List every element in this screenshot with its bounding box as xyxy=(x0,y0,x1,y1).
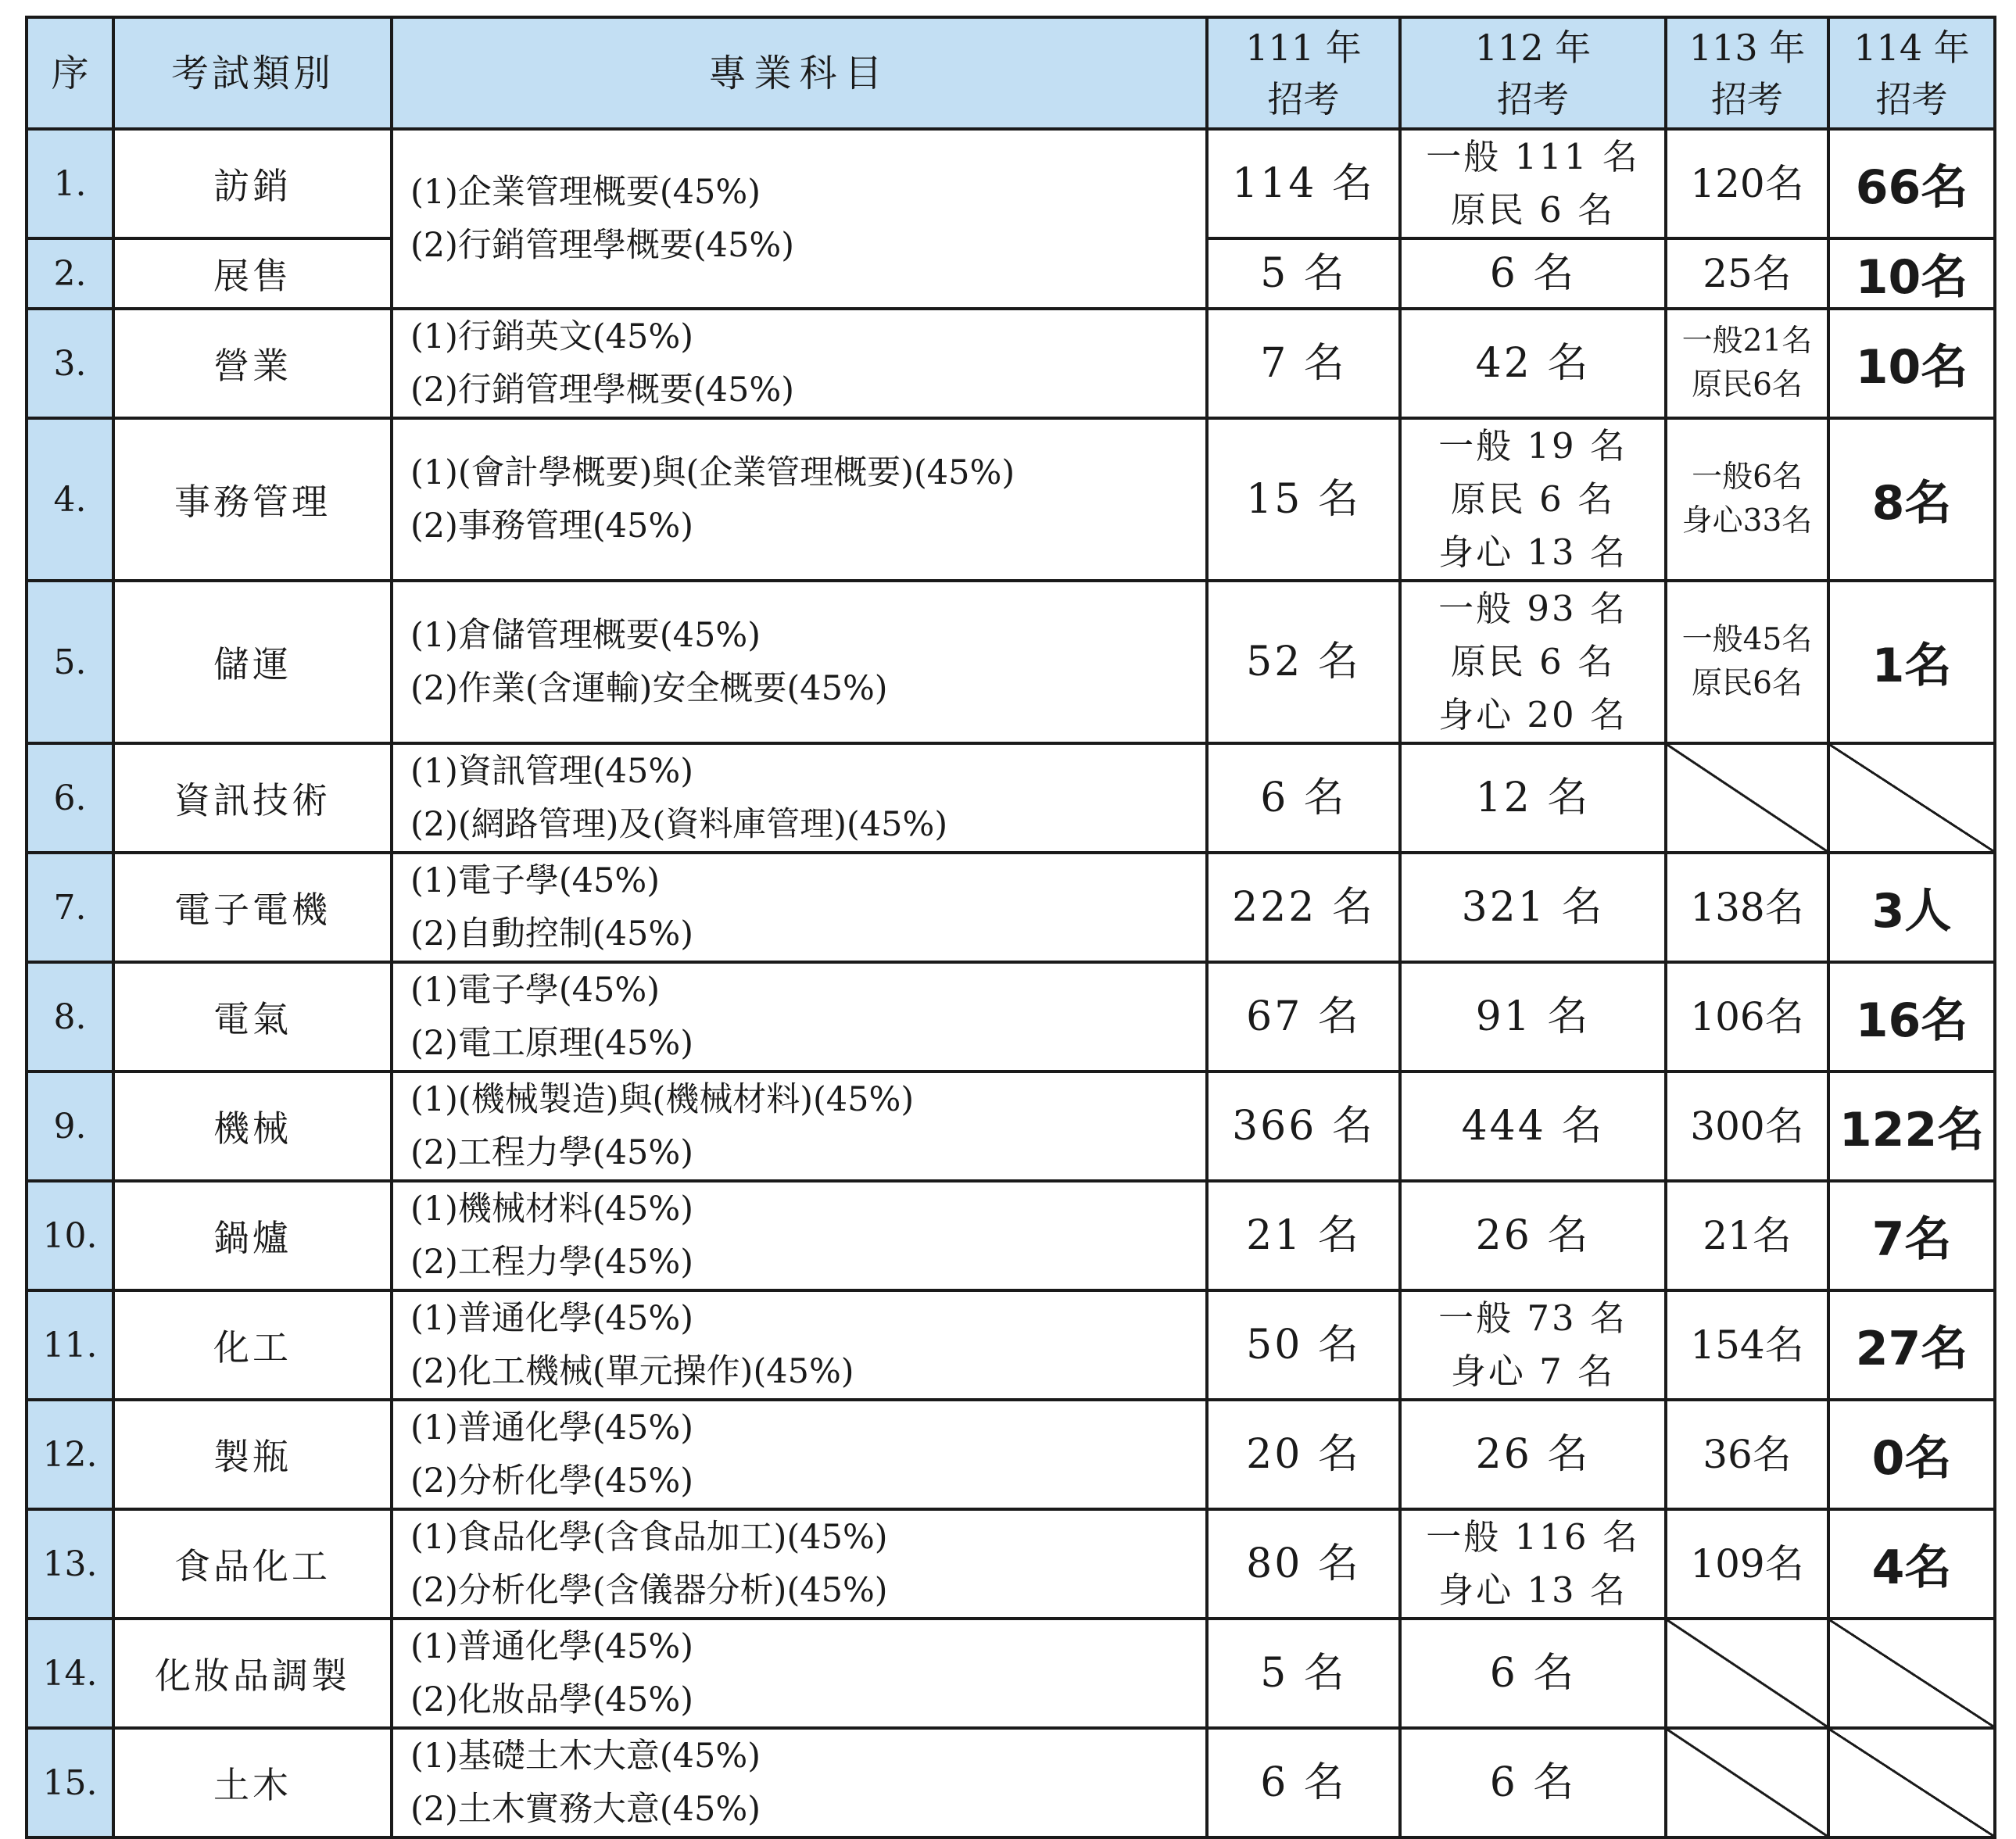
seq-cell: 1. xyxy=(27,129,113,238)
table-row xyxy=(27,853,1995,962)
subjects-cell: (1)電子學(45%) (2)自動控制(45%) xyxy=(392,853,1207,962)
count-113-cell: 120名 xyxy=(1666,129,1828,238)
count-112-cell: 一般 19 名 原民 6 名 身心 13 名 xyxy=(1400,418,1666,581)
count-112-cell: 6 名 xyxy=(1400,238,1666,309)
header-year-113: 113 年 招考 xyxy=(1666,17,1828,129)
category-cell: 展售 xyxy=(113,238,392,309)
category-cell: 營業 xyxy=(113,309,392,418)
category-cell: 電氣 xyxy=(113,962,392,1072)
subjects-cell: (1)基礎土木大意(45%) (2)土木實務大意(45%) xyxy=(392,1728,1207,1837)
subjects-cell: (1)電子學(45%) (2)電工原理(45%) xyxy=(392,962,1207,1072)
category-cell: 機械 xyxy=(113,1072,392,1181)
count-112-cell: 321 名 xyxy=(1400,853,1666,962)
count-114-cell: 10名 xyxy=(1828,309,1995,418)
category-cell: 食品化工 xyxy=(113,1509,392,1619)
empty-diagonal-cell xyxy=(1828,1619,1995,1728)
count-111-cell: 20 名 xyxy=(1207,1400,1400,1509)
table-row xyxy=(27,1290,1995,1400)
count-113-cell: 154名 xyxy=(1666,1290,1828,1400)
count-111-cell: 6 名 xyxy=(1207,1728,1400,1837)
table-row xyxy=(27,962,1995,1072)
empty-diagonal-cell xyxy=(1828,1728,1995,1837)
seq-cell: 3. xyxy=(27,309,113,418)
count-113-cell: 21名 xyxy=(1666,1181,1828,1290)
count-112-cell: 一般 116 名 身心 13 名 xyxy=(1400,1509,1666,1619)
subjects-cell: (1)普通化學(45%) (2)分析化學(45%) xyxy=(392,1400,1207,1509)
count-113-cell: 106名 xyxy=(1666,962,1828,1072)
count-113-cell: 36名 xyxy=(1666,1400,1828,1509)
count-112-cell: 6 名 xyxy=(1400,1619,1666,1728)
count-113-cell: 一般45名 原民6名 xyxy=(1666,581,1828,743)
table-row xyxy=(27,1619,1995,1728)
table-row xyxy=(27,309,1995,418)
count-111-cell: 114 名 xyxy=(1207,129,1400,238)
count-112-cell: 一般 111 名 原民 6 名 xyxy=(1400,129,1666,238)
category-cell: 鍋爐 xyxy=(113,1181,392,1290)
count-114-cell: 8名 xyxy=(1828,418,1995,581)
count-112-cell: 26 名 xyxy=(1400,1181,1666,1290)
category-cell: 事務管理 xyxy=(113,418,392,581)
count-113-cell: 300名 xyxy=(1666,1072,1828,1181)
subjects-cell: (1)資訊管理(45%) (2)(網路管理)及(資料庫管理)(45%) xyxy=(392,743,1207,853)
category-cell: 化妝品調製 xyxy=(113,1619,392,1728)
header-year-114: 114 年 招考 xyxy=(1828,17,1995,129)
table-row xyxy=(27,418,1995,581)
header-year-112: 112 年 招考 xyxy=(1400,17,1666,129)
count-114-cell: 7名 xyxy=(1828,1181,1995,1290)
table-row xyxy=(27,743,1995,853)
category-cell: 電子電機 xyxy=(113,853,392,962)
count-112-cell: 444 名 xyxy=(1400,1072,1666,1181)
empty-diagonal-cell xyxy=(1666,1619,1828,1728)
count-113-cell: 138名 xyxy=(1666,853,1828,962)
table-row xyxy=(27,1728,1995,1837)
count-111-cell: 67 名 xyxy=(1207,962,1400,1072)
seq-cell: 4. xyxy=(27,418,113,581)
count-114-cell: 10名 xyxy=(1828,238,1995,309)
table-row xyxy=(27,129,1995,238)
subjects-cell: (1)行銷英文(45%) (2)行銷管理學概要(45%) xyxy=(392,309,1207,418)
table-row xyxy=(27,1072,1995,1181)
table-row xyxy=(27,1181,1995,1290)
subjects-cell: (1)食品化學(含食品加工)(45%) (2)分析化學(含儀器分析)(45%) xyxy=(392,1509,1207,1619)
seq-cell: 13. xyxy=(27,1509,113,1619)
seq-cell: 8. xyxy=(27,962,113,1072)
category-cell: 土木 xyxy=(113,1728,392,1837)
header-subjects: 專業科目 xyxy=(392,17,1207,129)
count-113-cell: 109名 xyxy=(1666,1509,1828,1619)
seq-cell: 2. xyxy=(27,238,113,309)
count-112-cell: 91 名 xyxy=(1400,962,1666,1072)
subjects-cell: (1)企業管理概要(45%) (2)行銷管理學概要(45%) xyxy=(392,129,1207,309)
count-111-cell: 5 名 xyxy=(1207,238,1400,309)
subjects-cell: (1)(機械製造)與(機械材料)(45%) (2)工程力學(45%) xyxy=(392,1072,1207,1181)
recruitment-table xyxy=(25,16,1996,1839)
seq-cell: 11. xyxy=(27,1290,113,1400)
count-111-cell: 21 名 xyxy=(1207,1181,1400,1290)
seq-cell: 9. xyxy=(27,1072,113,1181)
count-114-cell: 1名 xyxy=(1828,581,1995,743)
count-113-cell: 一般21名 原民6名 xyxy=(1666,309,1828,418)
count-112-cell: 一般 93 名 原民 6 名 身心 20 名 xyxy=(1400,581,1666,743)
count-111-cell: 52 名 xyxy=(1207,581,1400,743)
table-row xyxy=(27,581,1995,743)
count-111-cell: 366 名 xyxy=(1207,1072,1400,1181)
seq-cell: 14. xyxy=(27,1619,113,1728)
count-111-cell: 5 名 xyxy=(1207,1619,1400,1728)
header-row xyxy=(27,17,1995,129)
header-year-111: 111 年 招考 xyxy=(1207,17,1400,129)
seq-cell: 7. xyxy=(27,853,113,962)
count-111-cell: 80 名 xyxy=(1207,1509,1400,1619)
empty-diagonal-cell xyxy=(1666,743,1828,853)
seq-cell: 12. xyxy=(27,1400,113,1509)
count-111-cell: 6 名 xyxy=(1207,743,1400,853)
count-112-cell: 一般 73 名 身心 7 名 xyxy=(1400,1290,1666,1400)
table-row xyxy=(27,1509,1995,1619)
seq-cell: 15. xyxy=(27,1728,113,1837)
subjects-cell: (1)倉儲管理概要(45%) (2)作業(含運輸)安全概要(45%) xyxy=(392,581,1207,743)
count-114-cell: 16名 xyxy=(1828,962,1995,1072)
count-112-cell: 6 名 xyxy=(1400,1728,1666,1837)
count-111-cell: 50 名 xyxy=(1207,1290,1400,1400)
count-113-cell: 一般6名 身心33名 xyxy=(1666,418,1828,581)
category-cell: 化工 xyxy=(113,1290,392,1400)
subjects-cell: (1)(會計學概要)與(企業管理概要)(45%) (2)事務管理(45%) xyxy=(392,418,1207,581)
count-112-cell: 12 名 xyxy=(1400,743,1666,853)
empty-diagonal-cell xyxy=(1828,743,1995,853)
header-category: 考試類別 xyxy=(113,17,392,129)
category-cell: 資訊技術 xyxy=(113,743,392,853)
header-seq: 序 xyxy=(27,17,113,129)
subjects-cell: (1)機械材料(45%) (2)工程力學(45%) xyxy=(392,1181,1207,1290)
seq-cell: 5. xyxy=(27,581,113,743)
count-112-cell: 26 名 xyxy=(1400,1400,1666,1509)
count-114-cell: 27名 xyxy=(1828,1290,1995,1400)
subjects-cell: (1)普通化學(45%) (2)化工機械(單元操作)(45%) xyxy=(392,1290,1207,1400)
subjects-cell: (1)普通化學(45%) (2)化妝品學(45%) xyxy=(392,1619,1207,1728)
category-cell: 訪銷 xyxy=(113,129,392,238)
empty-diagonal-cell xyxy=(1666,1728,1828,1837)
count-114-cell: 122名 xyxy=(1828,1072,1995,1181)
count-111-cell: 7 名 xyxy=(1207,309,1400,418)
count-114-cell: 3人 xyxy=(1828,853,1995,962)
table-row xyxy=(27,1400,1995,1509)
count-112-cell: 42 名 xyxy=(1400,309,1666,418)
count-113-cell: 25名 xyxy=(1666,238,1828,309)
count-111-cell: 222 名 xyxy=(1207,853,1400,962)
seq-cell: 6. xyxy=(27,743,113,853)
count-114-cell: 0名 xyxy=(1828,1400,1995,1509)
count-111-cell: 15 名 xyxy=(1207,418,1400,581)
category-cell: 儲運 xyxy=(113,581,392,743)
seq-cell: 10. xyxy=(27,1181,113,1290)
count-114-cell: 66名 xyxy=(1828,129,1995,238)
count-114-cell: 4名 xyxy=(1828,1509,1995,1619)
category-cell: 製瓶 xyxy=(113,1400,392,1509)
